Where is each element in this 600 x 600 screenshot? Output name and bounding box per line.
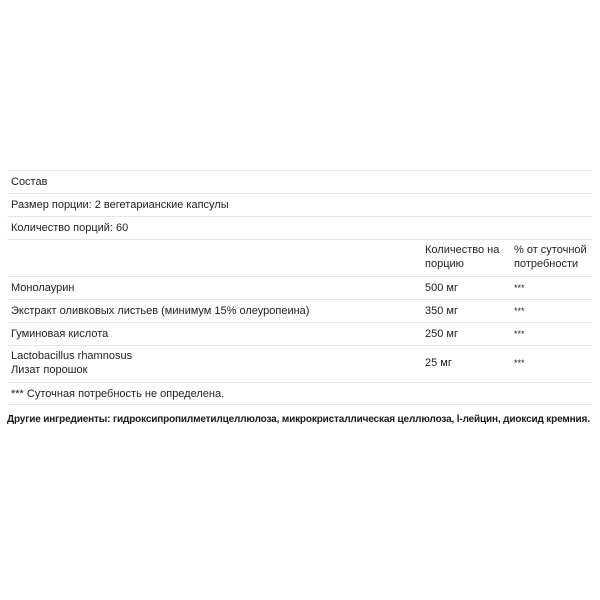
- header-amount: Количество на порцию: [425, 244, 500, 270]
- ingredient-dv: ***: [514, 329, 525, 339]
- ingredient-dv: ***: [514, 306, 525, 316]
- ingredient-row: [7, 322, 592, 345]
- serving-size-row: [7, 193, 592, 216]
- other-ingredients: Другие ингредиенты: гидроксипропилметилцеллюлоза, микрокристаллическая целлюлоза, l-лейцин, диоксид кремния.: [7, 414, 590, 425]
- header-blank: [7, 243, 421, 276]
- ingredient-name: [7, 349, 421, 382]
- ingredient-dv: ***: [514, 358, 525, 368]
- ingredient-dv: ***: [514, 283, 525, 293]
- column-header-row: [7, 239, 592, 276]
- ingredient-amount: 25 мг: [425, 357, 452, 369]
- ingredient-amount: 350 мг: [425, 305, 458, 317]
- serving-size: Размер порции: 2 вегетарианские капсулы: [11, 199, 229, 211]
- ingredient-amount: 500 мг: [425, 282, 458, 294]
- ingredient-name-line1: Lactobacillus rhamnosus: [11, 350, 133, 362]
- ingredient-row: [7, 276, 592, 299]
- ingredient-row: [7, 345, 592, 382]
- ingredient-row: [7, 299, 592, 322]
- ingredient-name-line2: Лизат порошок: [11, 364, 88, 376]
- servings-per-container-row: [7, 216, 592, 239]
- footnote-row: [7, 382, 592, 405]
- ingredient-name: Экстракт оливковых листьев (минимум 15% олеуропеина): [11, 305, 310, 317]
- footnote: *** Суточная потребность не определена.: [11, 388, 225, 400]
- facts-title-row: [7, 170, 592, 193]
- supplement-facts-table: [7, 170, 592, 405]
- ingredient-name: Монолаурин: [11, 282, 75, 294]
- servings-per-container: Количество порций: 60: [11, 222, 129, 234]
- header-daily-value: % от суточной потребности: [514, 244, 587, 270]
- ingredient-name: Гуминовая кислота: [11, 328, 109, 340]
- facts-title: Состав: [11, 176, 48, 188]
- ingredient-amount: 250 мг: [425, 328, 458, 340]
